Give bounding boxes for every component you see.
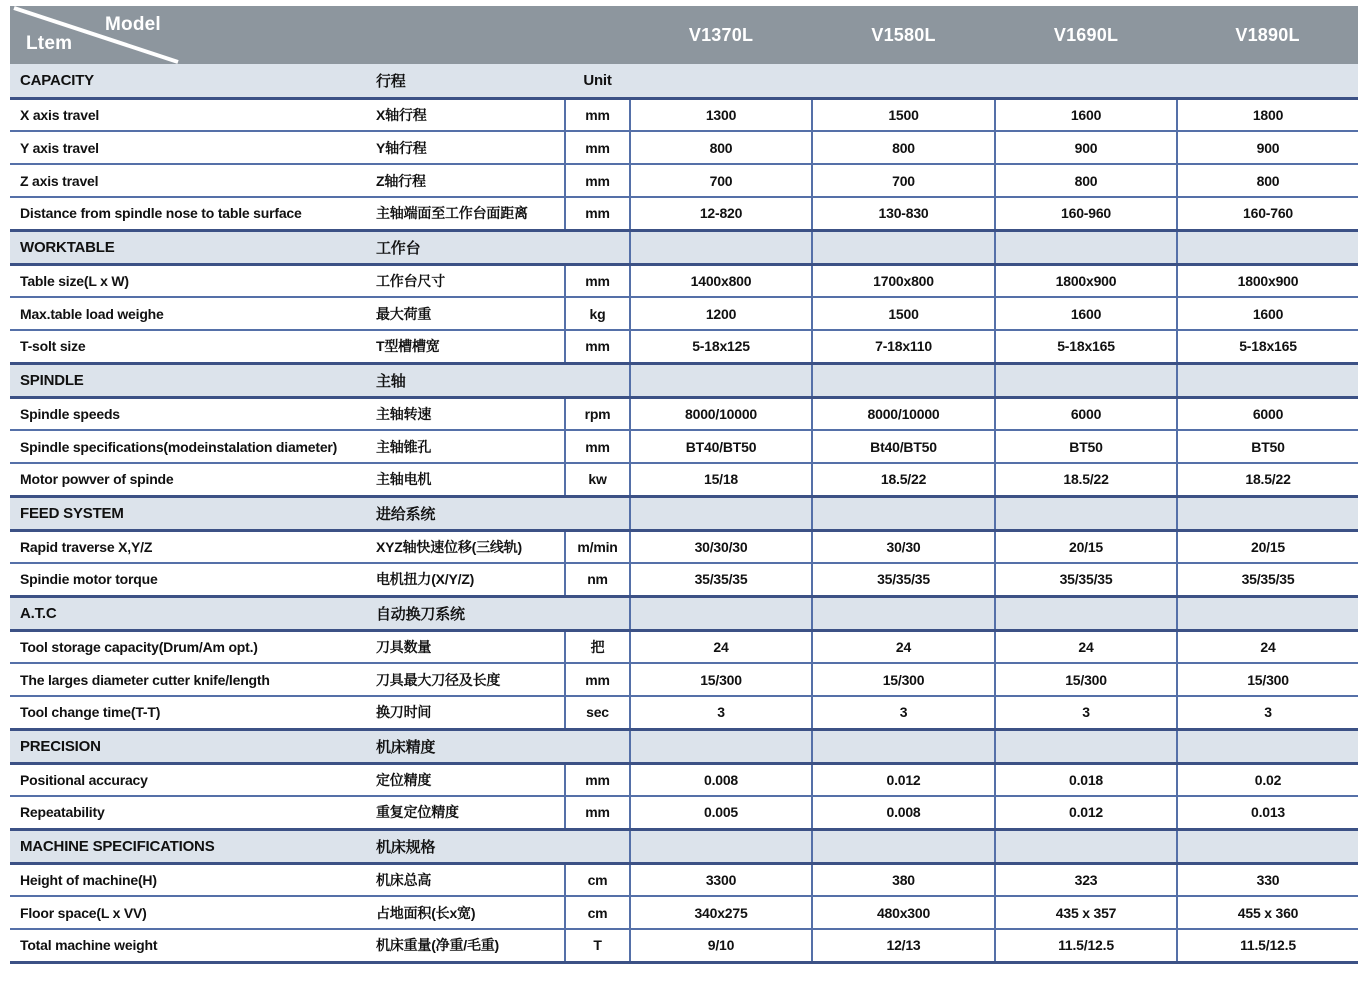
spec-unit: T xyxy=(565,929,630,962)
spec-name-cn: 主轴转速 xyxy=(372,397,565,430)
spec-name-en: X axis travel xyxy=(10,98,372,131)
spec-value-v1580l: 3 xyxy=(812,696,995,729)
section-spacer-cell xyxy=(1177,729,1358,763)
section-spacer-cell xyxy=(812,829,995,863)
section-title-en: CAPACITY xyxy=(10,64,372,98)
spec-name-cn: 机床总高 xyxy=(372,863,565,896)
spec-unit: mm xyxy=(565,197,630,230)
spec-unit: mm xyxy=(565,264,630,297)
spec-value-v1580l: 8000/10000 xyxy=(812,397,995,430)
item-model-corner-cell xyxy=(10,6,630,64)
spec-value-v1890l: 15/300 xyxy=(1177,663,1358,696)
spec-name-cn: X轴行程 xyxy=(372,98,565,131)
spec-value-v1890l: 3 xyxy=(1177,696,1358,729)
spec-value-v1580l: 480x300 xyxy=(812,896,995,929)
spec-value-v1890l: 1600 xyxy=(1177,297,1358,330)
spec-name-en: Floor space(L x VV) xyxy=(10,896,372,929)
spec-name-cn: 主轴端面至工作台面距离 xyxy=(372,197,565,230)
unit-column-header xyxy=(565,363,630,397)
section-title-en: MACHINE SPECIFICATIONS xyxy=(10,829,372,863)
spec-name-en: Tool storage capacity(Drum/Am opt.) xyxy=(10,630,372,663)
section-header-row xyxy=(10,496,1358,530)
spec-value-v1370l: 12-820 xyxy=(630,197,812,230)
spec-name-en: Y axis travel xyxy=(10,131,372,164)
spec-value-v1690l: 0.012 xyxy=(995,796,1177,829)
section-spacer-cell xyxy=(995,729,1177,763)
spec-unit: nm xyxy=(565,563,630,596)
spec-value-v1890l: 0.02 xyxy=(1177,763,1358,796)
section-spacer-cell xyxy=(630,64,812,98)
spec-value-v1690l: 0.018 xyxy=(995,763,1177,796)
spec-value-v1370l: 9/10 xyxy=(630,929,812,962)
spec-name-en: The larges diameter cutter knife/length xyxy=(10,663,372,696)
spec-value-v1890l: 20/15 xyxy=(1177,530,1358,563)
spec-value-v1690l: 435 x 357 xyxy=(995,896,1177,929)
section-spacer-cell xyxy=(995,230,1177,264)
spec-value-v1690l: 1800x900 xyxy=(995,264,1177,297)
spec-value-v1890l: 1800x900 xyxy=(1177,264,1358,297)
spec-value-v1690l: 1600 xyxy=(995,98,1177,131)
spec-value-v1370l: 0.008 xyxy=(630,763,812,796)
unit-column-header xyxy=(565,729,630,763)
spec-value-v1370l: 3300 xyxy=(630,863,812,896)
section-header-row xyxy=(10,363,1358,397)
spec-value-v1370l: 8000/10000 xyxy=(630,397,812,430)
spec-value-v1890l: BT50 xyxy=(1177,430,1358,463)
unit-column-header xyxy=(565,596,630,630)
spec-value-v1690l: 15/300 xyxy=(995,663,1177,696)
spec-value-v1370l: 340x275 xyxy=(630,896,812,929)
spec-row xyxy=(10,197,1358,230)
spec-unit: mm xyxy=(565,430,630,463)
section-spacer-cell xyxy=(995,596,1177,630)
spec-value-v1580l: 35/35/35 xyxy=(812,563,995,596)
spec-name-cn: 工作台尺寸 xyxy=(372,264,565,297)
section-spacer-cell xyxy=(995,363,1177,397)
spec-value-v1370l: 0.005 xyxy=(630,796,812,829)
spec-name-en: Distance from spindle nose to table surface xyxy=(10,197,372,230)
unit-column-header: Unit xyxy=(565,64,630,98)
spec-value-v1580l: Bt40/BT50 xyxy=(812,430,995,463)
spec-name-en: Tool change time(T-T) xyxy=(10,696,372,729)
model-column-v1370l: V1370L xyxy=(630,6,812,64)
section-spacer-cell xyxy=(630,729,812,763)
section-spacer-cell xyxy=(630,829,812,863)
spec-unit: kg xyxy=(565,297,630,330)
spec-row xyxy=(10,663,1358,696)
section-title-en: FEED SYSTEM xyxy=(10,496,372,530)
spec-value-v1370l: 30/30/30 xyxy=(630,530,812,563)
spec-unit: mm xyxy=(565,131,630,164)
spec-unit: m/min xyxy=(565,530,630,563)
spec-name-cn: 占地面积(长x宽) xyxy=(372,896,565,929)
spec-row xyxy=(10,929,1358,962)
spec-name-cn: 主轴电机 xyxy=(372,463,565,496)
corner-label-model: Model xyxy=(105,14,161,35)
spec-value-v1690l: 5-18x165 xyxy=(995,330,1177,363)
spec-value-v1890l: 5-18x165 xyxy=(1177,330,1358,363)
section-spacer-cell xyxy=(1177,230,1358,264)
spec-row xyxy=(10,563,1358,596)
spec-name-cn: 重复定位精度 xyxy=(372,796,565,829)
spec-unit: mm xyxy=(565,763,630,796)
spec-name-en: Spindle specifications(modeinstalation diameter) xyxy=(10,430,372,463)
spec-value-v1580l: 0.012 xyxy=(812,763,995,796)
section-header-row xyxy=(10,729,1358,763)
section-spacer-cell xyxy=(995,829,1177,863)
spec-row xyxy=(10,863,1358,896)
spec-value-v1890l: 455 x 360 xyxy=(1177,896,1358,929)
spec-row xyxy=(10,264,1358,297)
section-spacer-cell xyxy=(630,496,812,530)
spec-name-cn: 刀具最大刀径及长度 xyxy=(372,663,565,696)
spec-row xyxy=(10,330,1358,363)
spec-value-v1890l: 18.5/22 xyxy=(1177,463,1358,496)
spec-name-en: Positional accuracy xyxy=(10,763,372,796)
spec-row xyxy=(10,430,1358,463)
section-title-cn: 行程 xyxy=(372,64,565,98)
section-title-en: A.T.C xyxy=(10,596,372,630)
spec-name-cn: T型槽槽宽 xyxy=(372,330,565,363)
spec-unit: cm xyxy=(565,863,630,896)
section-spacer-cell xyxy=(812,230,995,264)
section-spacer-cell xyxy=(630,596,812,630)
spec-name-en: Motor powver of spinde xyxy=(10,463,372,496)
spec-value-v1690l: 3 xyxy=(995,696,1177,729)
spec-table xyxy=(10,6,1358,964)
spec-name-cn: 定位精度 xyxy=(372,763,565,796)
spec-value-v1370l: 15/300 xyxy=(630,663,812,696)
section-title-cn: 主轴 xyxy=(372,363,565,397)
spec-value-v1690l: 323 xyxy=(995,863,1177,896)
section-spacer-cell xyxy=(1177,496,1358,530)
section-spacer-cell xyxy=(812,596,995,630)
spec-value-v1370l: 1200 xyxy=(630,297,812,330)
spec-value-v1890l: 11.5/12.5 xyxy=(1177,929,1358,962)
spec-value-v1890l: 800 xyxy=(1177,164,1358,197)
spec-value-v1370l: 24 xyxy=(630,630,812,663)
section-title-cn: 工作台 xyxy=(372,230,565,264)
corner-label-item: Ltem xyxy=(26,33,73,54)
section-spacer-cell xyxy=(812,496,995,530)
spec-value-v1370l: 35/35/35 xyxy=(630,563,812,596)
section-title-cn: 进给系统 xyxy=(372,496,565,530)
spec-table-body xyxy=(10,64,1358,962)
section-spacer-cell xyxy=(812,64,995,98)
spec-value-v1690l: 160-960 xyxy=(995,197,1177,230)
spec-value-v1580l: 1500 xyxy=(812,297,995,330)
spec-value-v1690l: 11.5/12.5 xyxy=(995,929,1177,962)
section-spacer-cell xyxy=(812,363,995,397)
spec-row xyxy=(10,796,1358,829)
spec-value-v1890l: 330 xyxy=(1177,863,1358,896)
spec-value-v1580l: 380 xyxy=(812,863,995,896)
spec-value-v1370l: 3 xyxy=(630,696,812,729)
section-header-row xyxy=(10,596,1358,630)
spec-row xyxy=(10,530,1358,563)
section-header-row xyxy=(10,230,1358,264)
spec-name-en: T-solt size xyxy=(10,330,372,363)
spec-unit: kw xyxy=(565,463,630,496)
spec-value-v1370l: BT40/BT50 xyxy=(630,430,812,463)
diagonal-divider-line xyxy=(10,6,630,64)
spec-value-v1580l: 700 xyxy=(812,164,995,197)
spec-unit: mm xyxy=(565,796,630,829)
spec-unit: mm xyxy=(565,330,630,363)
spec-unit: mm xyxy=(565,98,630,131)
unit-column-header xyxy=(565,496,630,530)
spec-row xyxy=(10,397,1358,430)
spec-value-v1890l: 1800 xyxy=(1177,98,1358,131)
section-spacer-cell xyxy=(995,64,1177,98)
spec-name-cn: XYZ轴快速位移(三线轨) xyxy=(372,530,565,563)
model-header-row xyxy=(10,6,1358,64)
spec-name-cn: 换刀时间 xyxy=(372,696,565,729)
spec-name-cn: Z轴行程 xyxy=(372,164,565,197)
spec-name-en: Total machine weight xyxy=(10,929,372,962)
spec-row xyxy=(10,131,1358,164)
spec-unit: mm xyxy=(565,663,630,696)
spec-row xyxy=(10,98,1358,131)
spec-unit: 把 xyxy=(565,630,630,663)
section-title-cn: 机床精度 xyxy=(372,729,565,763)
spec-value-v1890l: 24 xyxy=(1177,630,1358,663)
spec-unit: rpm xyxy=(565,397,630,430)
spec-unit: cm xyxy=(565,896,630,929)
spec-value-v1580l: 1500 xyxy=(812,98,995,131)
spec-value-v1370l: 700 xyxy=(630,164,812,197)
section-spacer-cell xyxy=(812,729,995,763)
section-title-en: SPINDLE xyxy=(10,363,372,397)
spec-row xyxy=(10,696,1358,729)
spec-value-v1370l: 5-18x125 xyxy=(630,330,812,363)
spec-value-v1580l: 24 xyxy=(812,630,995,663)
spec-value-v1580l: 15/300 xyxy=(812,663,995,696)
spec-value-v1370l: 1300 xyxy=(630,98,812,131)
spec-name-en: Rapid traverse X,Y/Z xyxy=(10,530,372,563)
spec-value-v1580l: 12/13 xyxy=(812,929,995,962)
model-column-v1890l: V1890L xyxy=(1177,6,1358,64)
section-header-row xyxy=(10,829,1358,863)
spec-value-v1890l: 900 xyxy=(1177,131,1358,164)
spec-value-v1580l: 30/30 xyxy=(812,530,995,563)
spec-value-v1690l: BT50 xyxy=(995,430,1177,463)
spec-name-en: Table size(L x W) xyxy=(10,264,372,297)
unit-column-header xyxy=(565,829,630,863)
spec-value-v1580l: 800 xyxy=(812,131,995,164)
section-title-cn: 机床规格 xyxy=(372,829,565,863)
unit-column-header xyxy=(565,230,630,264)
section-title-cn: 自动换刀系统 xyxy=(372,596,565,630)
section-header-row xyxy=(10,64,1358,98)
spec-name-en: Repeatability xyxy=(10,796,372,829)
spec-row xyxy=(10,896,1358,929)
spec-value-v1690l: 800 xyxy=(995,164,1177,197)
section-spacer-cell xyxy=(1177,363,1358,397)
section-spacer-cell xyxy=(1177,596,1358,630)
spec-value-v1690l: 18.5/22 xyxy=(995,463,1177,496)
spec-value-v1890l: 35/35/35 xyxy=(1177,563,1358,596)
spec-unit: mm xyxy=(565,164,630,197)
spec-value-v1690l: 24 xyxy=(995,630,1177,663)
spec-value-v1370l: 15/18 xyxy=(630,463,812,496)
spec-name-en: Spindle speeds xyxy=(10,397,372,430)
model-column-v1690l: V1690L xyxy=(995,6,1177,64)
spec-name-en: Height of machine(H) xyxy=(10,863,372,896)
spec-value-v1690l: 35/35/35 xyxy=(995,563,1177,596)
model-column-v1580l: V1580L xyxy=(812,6,995,64)
section-spacer-cell xyxy=(1177,829,1358,863)
spec-row xyxy=(10,763,1358,796)
section-title-en: WORKTABLE xyxy=(10,230,372,264)
spec-value-v1370l: 1400x800 xyxy=(630,264,812,297)
spec-value-v1690l: 20/15 xyxy=(995,530,1177,563)
spec-name-cn: 电机扭力(X/Y/Z) xyxy=(372,563,565,596)
spec-name-cn: Y轴行程 xyxy=(372,131,565,164)
section-title-en: PRECISION xyxy=(10,729,372,763)
spec-value-v1580l: 7-18x110 xyxy=(812,330,995,363)
spec-value-v1690l: 900 xyxy=(995,131,1177,164)
spec-name-en: Z axis travel xyxy=(10,164,372,197)
spec-name-en: Max.table load weighe xyxy=(10,297,372,330)
spec-row xyxy=(10,463,1358,496)
spec-row xyxy=(10,630,1358,663)
spec-unit: sec xyxy=(565,696,630,729)
section-spacer-cell xyxy=(630,230,812,264)
spec-value-v1690l: 1600 xyxy=(995,297,1177,330)
spec-name-cn: 刀具数量 xyxy=(372,630,565,663)
spec-row xyxy=(10,164,1358,197)
section-spacer-cell xyxy=(995,496,1177,530)
spec-value-v1890l: 0.013 xyxy=(1177,796,1358,829)
spec-value-v1580l: 1700x800 xyxy=(812,264,995,297)
spec-name-cn: 机床重量(净重/毛重) xyxy=(372,929,565,962)
spec-name-en: Spindie motor torque xyxy=(10,563,372,596)
spec-value-v1370l: 800 xyxy=(630,131,812,164)
spec-sheet xyxy=(10,6,1358,964)
spec-value-v1580l: 130-830 xyxy=(812,197,995,230)
spec-value-v1890l: 160-760 xyxy=(1177,197,1358,230)
section-spacer-cell xyxy=(630,363,812,397)
spec-row xyxy=(10,297,1358,330)
section-spacer-cell xyxy=(1177,64,1358,98)
spec-value-v1890l: 6000 xyxy=(1177,397,1358,430)
spec-value-v1580l: 18.5/22 xyxy=(812,463,995,496)
spec-name-cn: 主轴锥孔 xyxy=(372,430,565,463)
spec-value-v1580l: 0.008 xyxy=(812,796,995,829)
spec-name-cn: 最大荷重 xyxy=(372,297,565,330)
spec-value-v1690l: 6000 xyxy=(995,397,1177,430)
